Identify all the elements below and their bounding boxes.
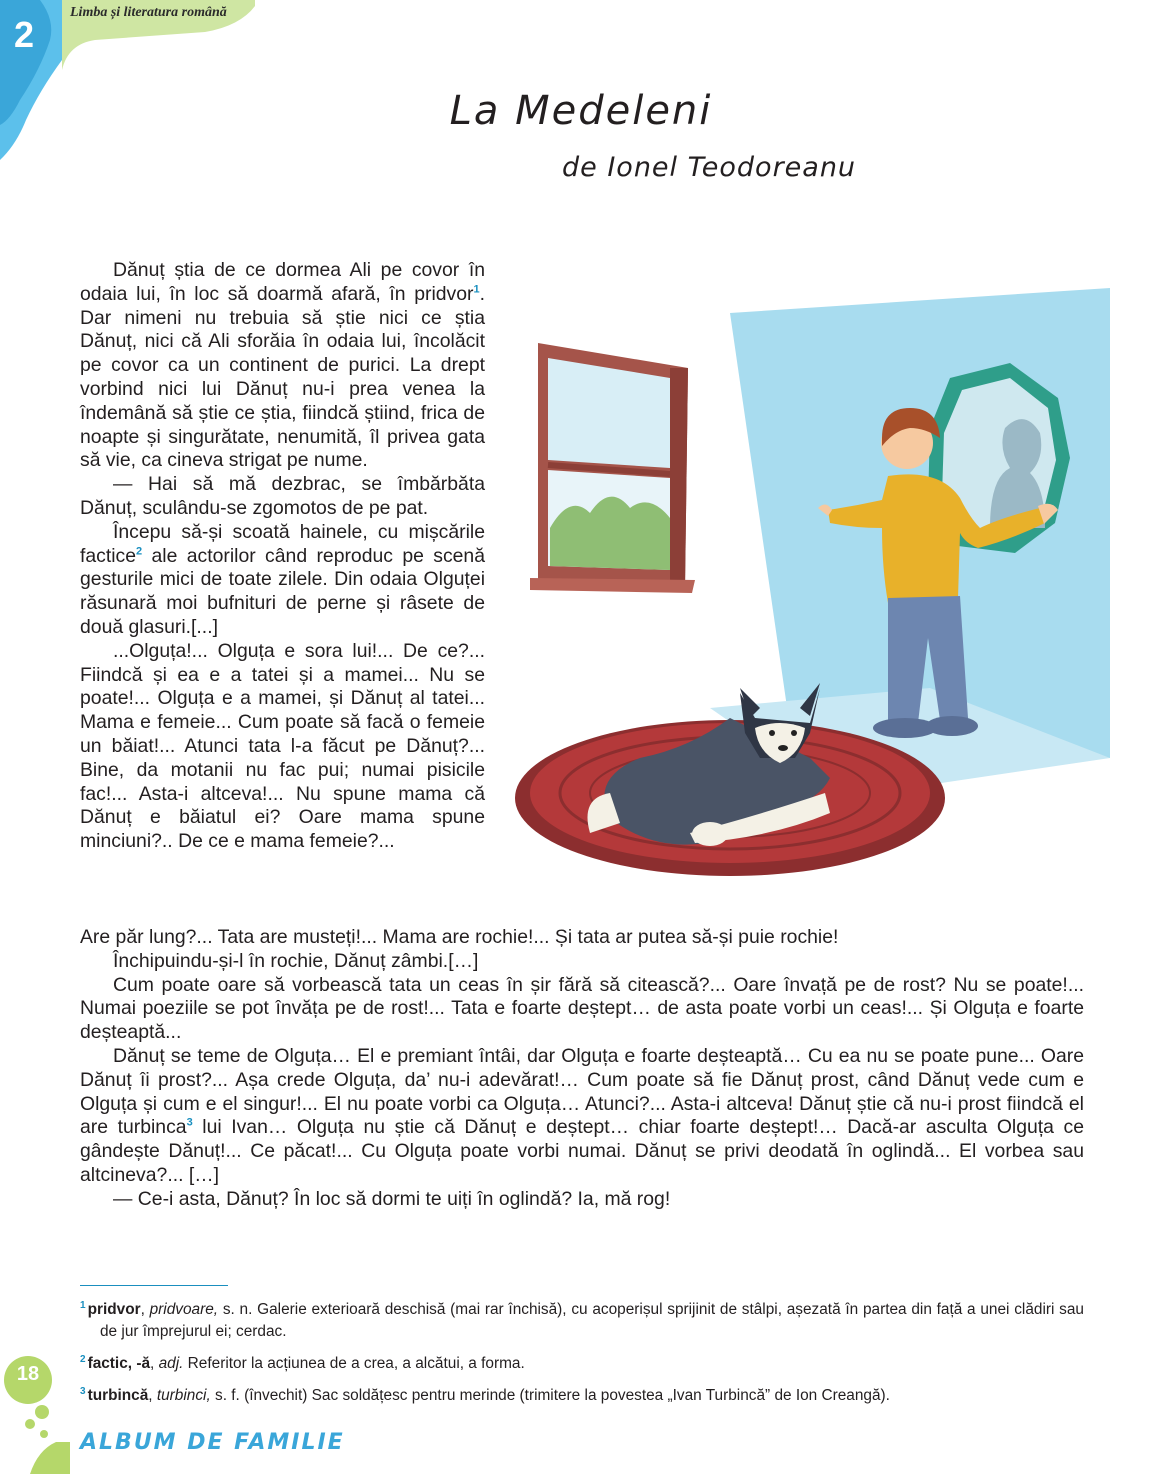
footnote-definition: Referitor la acțiunea de a crea, a alcătui, a forma. [183,1355,525,1373]
unit-number: 2 [14,14,35,55]
window [530,343,695,593]
paragraph-text: — Hai să mă dezbrac, se îmbărbăta Dănuț, sculându-se zgomotos de pe pat. [80,473,485,519]
paragraph [80,640,485,854]
paragraph [80,1188,1084,1212]
paragraph [80,974,1084,1045]
footnotes [80,1295,1084,1413]
footnote-forms: turbinci, [156,1387,211,1405]
footnote-divider [80,1285,228,1286]
footnote-forms: adj. [158,1355,184,1373]
footnote-number: 3 [80,1386,86,1398]
paragraph [80,259,485,473]
footnote-marker: 3 [186,1116,193,1129]
page-number: 18 [16,1363,40,1385]
paragraph-text: — Ce-i asta, Dănuț? În loc să dormi te uiți în oglindă? Ia, mă rog! [113,1187,671,1210]
paragraph [80,926,1084,950]
album-label: ALBUM DE FAMILIE [80,1430,345,1455]
footnote-marker: 2 [136,545,143,558]
footnote: $^2$ factic, -ă, adj. Referitor la acțiunea de a crea, a alcătui, a forma. [80,1354,525,1373]
paragraph-text: Închipuindu-și-l în rochie, Dănuț zâmbi.[…] [113,949,479,972]
paragraph-text: lui Ivan… Olguța nu știe că Dănuț e deștept… chiar foarte deștept!… Dacă-ar asculta Olguța ce gândește Dănuț!... Ce păcat!... Cu Olguța poate vorbi numai. Dănuț se privi deodată în oglindă... El vorbea sau altcineva?... […] [80,1116,1084,1186]
footnote: $^3$ turbincă, turbinci, s. f. (învechit) Sac soldățesc pentru merinde (trimitere la povestea „Ivan Turbincă” de Ion Creangă). [80,1386,890,1405]
paragraph-text: ale actorilor când reproduc pe scenă gesturile mici de toate zilele. Din odaia Olguței răsunară moi bufnituri de perne și râsete de două glasuri.[...] [80,544,485,638]
footnote-term: factic, -ă [87,1355,151,1373]
paragraph-text: Are păr lung?... Tata are musteți!... Mama are rochie!... Și tata ar putea să-și puie rochie! [80,926,839,948]
paragraph [80,950,1084,974]
paragraph-text: . Dar nimeni nu trebuia să știe nici ce știa Dănuț, nici că Ali sforăia în odaia lui, încolăcit pe covor ca un continent de purici. La drept vorbind nici lui Dănuț nu-i prea venea la îndemână să știe ce știa, fiindcă știind, frica de noapte și singurătate, nenumită, îl privea gata să vie, ca cineva strigat pe nume. [80,282,485,472]
footnote-number: 2 [80,1354,86,1366]
text-full-width [80,926,1084,1212]
paragraph-text: Începu să-și scoată hainele, cu mișcările factice [80,520,485,567]
paragraph [80,1045,1084,1188]
page-title: La Medeleni [449,88,713,134]
paragraph-text: Dănuț știa de ce dormea Ali pe covor în odaia lui, în loc să doarmă afară, în pridvor [80,259,485,305]
paragraph [80,521,485,640]
subject-label: Limba și literatura română [70,5,227,20]
text-column [80,259,485,854]
footnote: $^1$ pridvor, pridvoare, s. n. Galerie exterioară deschisă (mai rar închisă), cu acoperișul sprijinit de stâlpi, așezată în partea din față a unei clădiri sau de jur împrejurul ei; cerdac. [80,1300,1084,1341]
paragraph [80,473,485,521]
paragraph-text: Cum poate oare să vorbească tata un ceas în șir fără să citească?... Oare învață pe de rost? Nu se poate!... Numai poeziile se pot învăța pe de rost!... Tata e foarte deștept… de asta poate vorbi un ceas!... Și Olguța e foarte deșteaptă... [80,973,1084,1044]
paragraph-text: Dănuț se teme de Olguța… El e premiant întâi, dar Olguța e foarte deșteaptă… Cu ea nu se poate pune... Oare Dănuț îi prost?... Așa crede Olguța, da’ nu-i adevărat!… Cum poate să fie Dănuț prost, când Dănuț vede cum e Olguța și cum e el singur!... El nu poate vorbi ca Olguța… Atunci?... Asta-i altceva! Dănuț știe că nu-i prost fiindcă el are turbinca [80,1044,1084,1139]
paragraph-text: ...Olguța!... Olguța e sora lui!... De ce?... Fiindcă și ea e a tatei și a mamei... Nu se poate!... Olguța e a mamei, și Dănuț al tatei... Mama e femeie... Cum poate să facă o femeie un băiat!... Atunci tata l-a făcut pe Dănuț?... Bine, da motanii nu fac pui; numai pisicile fac!... Asta-i altceva!... Nu spune mama că Dănuț e băiatul ei? Oare mama spune minciuni?.. De ce e mama femeie?... [80,639,485,853]
footnote-definition: s. f. (învechit) Sac soldățesc pentru merinde (trimitere la povestea „Ivan Turbincă” de Ion Creangă). [210,1387,890,1405]
footnote-forms: pridvoare, [149,1301,219,1319]
footnote-term: turbincă [87,1387,149,1405]
footnote-term: pridvor [87,1301,141,1319]
illustration-boy-mirror-dog [510,278,1110,892]
footnote-marker: 1 [473,283,480,296]
author-line: de Ionel Teodoreanu [562,152,857,183]
footnote-definition: s. n. Galerie exterioară deschisă (mai rar închisă), cu acoperișul sprijinit de stâlpi, așezată în partea din față a unei clădiri sau de jur împrejurul ei; cerdac. [100,1301,1084,1341]
footnote-number: 1 [80,1300,86,1311]
